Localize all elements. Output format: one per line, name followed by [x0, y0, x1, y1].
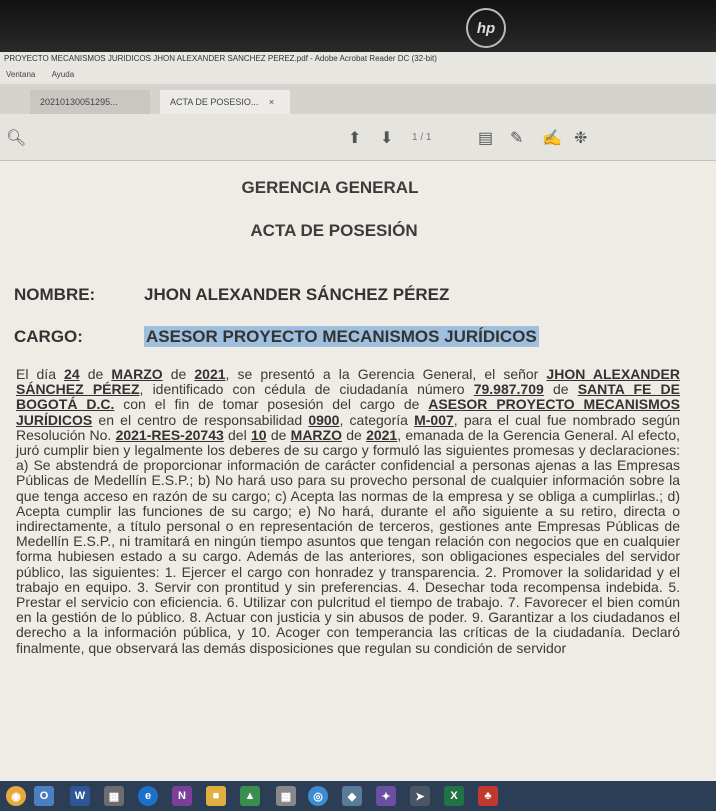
nombre-label: NOMBRE:	[14, 285, 96, 304]
app-icon[interactable]: ▲	[240, 786, 260, 806]
cargo-label: CARGO:	[14, 327, 83, 346]
menu-bar	[0, 70, 716, 84]
search-icon[interactable]: 🔍︎	[6, 130, 27, 147]
pen-icon[interactable]: ✎	[510, 130, 524, 147]
toolbar	[0, 114, 716, 161]
window-title: PROYECTO MECANISMOS JURIDICOS JHON ALEXANDER SANCHEZ PEREZ.pdf - Adobe Acrobat Reader DC (32-bit)	[0, 52, 716, 74]
sign-icon[interactable]: ✍	[542, 130, 562, 147]
browser-icon[interactable]: ◎	[308, 786, 328, 806]
taskbar	[0, 781, 716, 811]
calculator-icon[interactable]: ▦	[104, 786, 124, 806]
prev-page-icon[interactable]: ⬆	[348, 130, 362, 147]
body-paragraph: El día 24 de MARZO de 2021, se presentó a la Gerencia General, el señor JHON ALEXANDER SÁNCHEZ PÉREZ, identificado con cédula de ciudadanía número 79.987.709 de SANTA FE DE BOGOTÁ D.C. con el fin de tomar posesión del cargo de ASESOR PROYECTO MECANISMOS JURÍDICOS en el centro de responsabilidad 0900, categoría M-007, para el cual fue nombrado según Resolución No. 2021-RES-20743 del 10 de MARZO de 2021, emanada de la Gerencia General. Al efecto, juró cumplir bien y legalmente los deberes de su cargo y formuló las siguientes promesas y declaraciones: a) Se abstendrá de proporcionar información de carácter confidencial a personas ajenas a las Empresas Públicas de Medellín E.S.P.; b) No hará uso para su provecho personal de cualquier información sobre la que tenga acceso en razón de su cargo; c) Acepta las normas de la empresa y se obliga a cumplirlas.; d) Acepta cumplir las funciones de su cargo; e) No hará, durante el año siguiente a su retiro, directa o indirectamente, a título personal o en representación de terceros, gestiones ante Empresas Públicas de Medellín E.S.P., ni tramitará en ningún tiempo asuntos que tengan relación con negocios que en cualquier forma hubiesen estado a su cargo. Además de las anteriores, son obligaciones especiales del servidor público, las siguientes: 1. Ejercer el cargo con honradez y transparencia. 2. Promover la solidaridad y el trabajo en equipo. 3. Servir con prontitud y sin preferencias. 4. Desechar toda recompensa indebida. 5. Prestar el servicio con eficiencia. 6. Utilizar con pulcritud el tiempo de trabajo. 7. Favorecer el bien común en la gestión de lo público. 8. Actuar con justicia y sin abusos de poder. 9. Garantizar a los ciudadanos el derecho a la información pública, y 10. Acoger con temperancia las críticas de la ciudadanía. Declaró finalmente, que observará las demás disposiciones que regulan su condición de servidor	[16, 366, 681, 656]
hp-logo: hp	[466, 8, 506, 48]
nombre-value: JHON ALEXANDER SÁNCHEZ PÉREZ	[144, 285, 450, 304]
cargo-value	[144, 327, 539, 347]
heading-gerencia: GERENCIA GENERAL	[241, 178, 419, 197]
menu-ventana[interactable]: Ventana	[6, 70, 36, 79]
start-icon[interactable]: ◉	[6, 786, 26, 806]
comment-icon[interactable]: ▤	[478, 130, 494, 147]
outlook-icon[interactable]: O	[34, 786, 54, 806]
app2-icon[interactable]: ◆	[342, 786, 362, 806]
monitor-bezel	[0, 0, 716, 52]
close-icon[interactable]: ×	[268, 97, 275, 107]
menu-ayuda[interactable]: Ayuda	[51, 70, 75, 79]
folder-icon[interactable]: ■	[206, 786, 226, 806]
acrobat-icon[interactable]: ♣	[478, 786, 498, 806]
stamp-icon[interactable]: ❉	[574, 130, 588, 147]
tab-document-1[interactable]	[30, 90, 150, 114]
excel-icon[interactable]: X	[444, 786, 464, 806]
tab-label: ACTA DE POSESIO...	[170, 97, 259, 107]
teams-icon[interactable]: ✦	[376, 786, 396, 806]
next-page-icon[interactable]: ⬇	[380, 130, 394, 147]
onenote-icon[interactable]: N	[172, 786, 192, 806]
cargo-highlight: ASESOR PROYECTO MECANISMOS JURÍDICOS	[146, 327, 537, 346]
word-icon[interactable]: W	[70, 786, 90, 806]
document-page	[0, 161, 716, 781]
cursor-icon[interactable]: ➤	[410, 786, 430, 806]
heading-acta: ACTA DE POSESIÓN	[250, 221, 418, 240]
tab-acta-posesion[interactable]	[160, 90, 290, 114]
ie-icon[interactable]: e	[138, 786, 158, 806]
grid-icon[interactable]: ▦	[276, 786, 296, 806]
page-indicator[interactable]: 1 / 1	[412, 132, 432, 143]
tab-bar	[0, 86, 716, 114]
tab-label: 20210130051295...	[40, 97, 118, 107]
